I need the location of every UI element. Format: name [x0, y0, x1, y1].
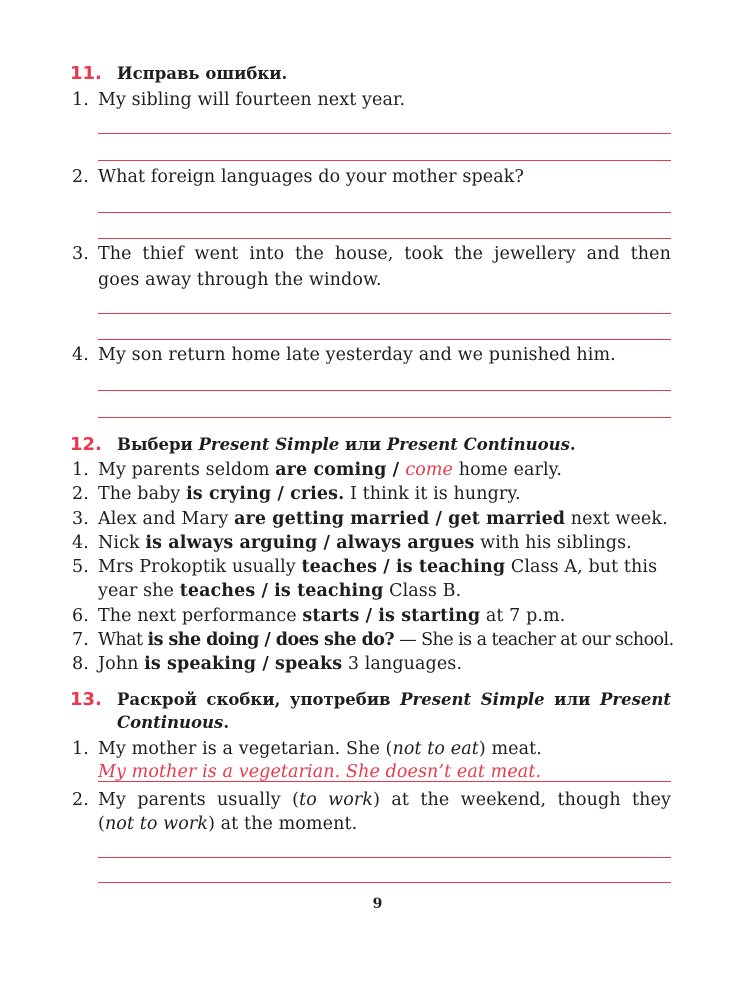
ex11-item-4-number: 4.: [72, 345, 89, 365]
ex11-item-1-text: My sibling will fourteen next year.: [98, 90, 406, 110]
ex11-item-2-number: 2.: [72, 167, 89, 187]
ex12-item-4-number: 4.: [72, 533, 89, 553]
ex12-item-2-text: The baby is crying / cries. I think it is hungry.: [98, 484, 521, 504]
ex12-item-3-number: 3.: [72, 509, 89, 529]
ex13-item-1-number: 1.: [72, 739, 89, 759]
ex12-item-5-number: 5.: [72, 557, 89, 577]
answer-line[interactable]: [98, 313, 671, 314]
ex12-item-2-number: 2.: [72, 484, 89, 504]
ex12-item-8-text: John is speaking / speaks 3 languages.: [98, 654, 463, 674]
ex12-item-7-text: What is she doing / does she do? — She is a teacher at our school.: [98, 630, 674, 650]
answer-line[interactable]: [98, 417, 671, 418]
ex13-item-1-answer: My mother is a vegetarian. She doesn’t eat meat.: [98, 762, 542, 782]
ex13-item-1-text: My mother is a vegetarian. She (not to eat) meat.: [98, 739, 542, 759]
exercise-12-number: 12.: [70, 434, 102, 455]
ex11-item-4-text: My son return home late yesterday and we punished him.: [98, 345, 616, 365]
exercise-13-title-line2: Continuous.: [117, 713, 230, 732]
answer-line[interactable]: [98, 882, 671, 883]
ex12-item-4-text: Nick is always arguing / always argues with his siblings.: [98, 533, 632, 553]
answer-line[interactable]: [98, 390, 671, 391]
answer-line[interactable]: [98, 238, 671, 239]
ex12-item-3-text: Alex and Mary are getting married / get married next week.: [98, 509, 668, 529]
ex13-item-2-line2: (not to work) at the moment.: [98, 814, 358, 834]
exercise-11-number: 11.: [70, 63, 102, 84]
selected-answer: come: [405, 460, 454, 480]
ex11-item-3-line1: The thief went into the house, took the jewellery and then: [98, 244, 671, 264]
answer-line[interactable]: [98, 781, 671, 782]
ex12-item-5-line2: year she teaches / is teaching Class B.: [98, 581, 462, 601]
ex13-item-2-line1: My parents usually (to work) at the weekend, though they: [98, 790, 671, 810]
ex12-item-6-text: The next performance starts / is starting at 7 p.m.: [98, 606, 566, 626]
answer-line[interactable]: [98, 339, 671, 340]
ex11-item-2-text: What foreign languages do your mother speak?: [98, 167, 524, 187]
ex12-item-5-line1: Mrs Prokoptik usually teaches / is teaching Class A, but this: [98, 557, 658, 577]
exercise-13-number: 13.: [70, 689, 102, 710]
ex12-item-7-number: 7.: [72, 630, 89, 650]
answer-line[interactable]: [98, 212, 671, 213]
ex12-item-1-number: 1.: [72, 460, 89, 480]
ex13-item-2-number: 2.: [72, 790, 89, 810]
exercise-12-title: Выбери Present Simple или Present Continuous.: [117, 435, 576, 454]
ex11-item-3-number: 3.: [72, 244, 89, 264]
answer-line[interactable]: [98, 133, 671, 134]
ex12-item-6-number: 6.: [72, 606, 89, 626]
ex12-item-1-text: My parents seldom are coming / come home early.: [98, 460, 562, 480]
exercise-11-title: Исправь ошибки.: [117, 64, 288, 83]
page-number: 9: [372, 896, 383, 912]
answer-line[interactable]: [98, 857, 671, 858]
ex11-item-1-number: 1.: [72, 90, 89, 110]
answer-line[interactable]: [98, 160, 671, 161]
exercise-13-title-line1: Раскрой скобки, употребив Present Simple или Present: [117, 690, 671, 709]
ex12-item-8-number: 8.: [72, 654, 89, 674]
ex11-item-3-line2: goes away through the window.: [98, 270, 382, 290]
